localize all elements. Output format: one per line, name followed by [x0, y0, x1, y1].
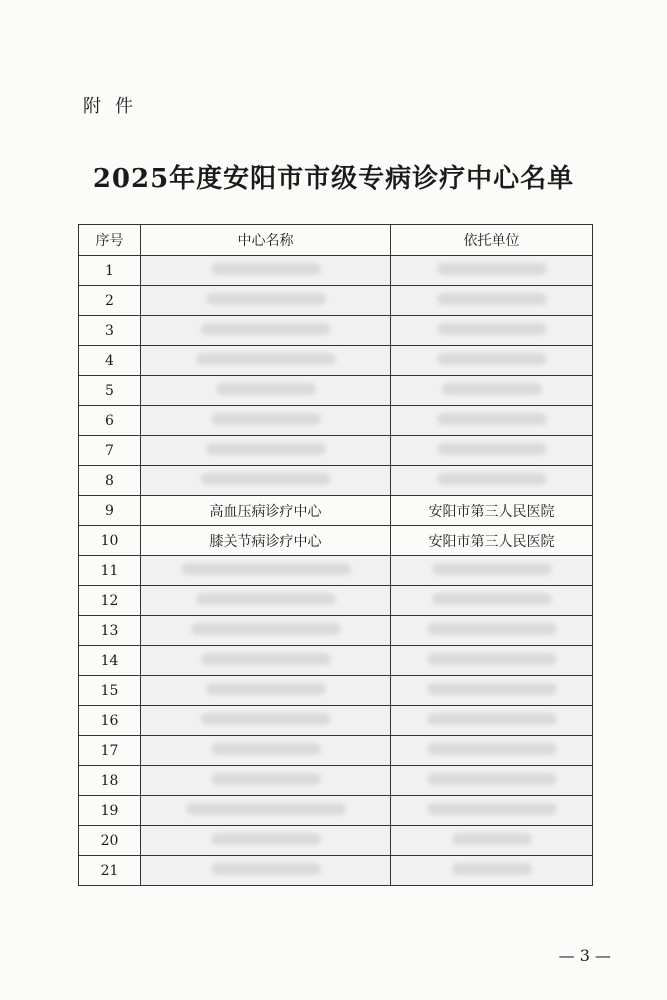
redacted-text: [201, 473, 331, 485]
center-name-cell: [141, 706, 391, 736]
row-number: 12: [79, 586, 141, 616]
redacted-text: [432, 563, 552, 575]
row-number: 8: [79, 466, 141, 496]
redacted-text: [437, 473, 547, 485]
table-row: [79, 586, 593, 616]
redacted-text: [427, 653, 557, 665]
center-name-cell: [141, 676, 391, 706]
table-row: [79, 796, 593, 826]
redacted-text: [201, 323, 331, 335]
host-unit-cell: [391, 436, 593, 466]
row-number: 13: [79, 616, 141, 646]
row-number: 10: [79, 526, 141, 556]
center-name-cell: [141, 586, 391, 616]
row-number: 20: [79, 826, 141, 856]
row-number: 21: [79, 856, 141, 886]
row-number: 9: [79, 496, 141, 526]
redacted-text: [211, 773, 321, 785]
host-unit-cell: [391, 346, 593, 376]
redacted-text: [437, 323, 547, 335]
redacted-text: [437, 293, 547, 305]
redacted-text: [216, 383, 316, 395]
host-unit-cell: [391, 766, 593, 796]
row-number: 14: [79, 646, 141, 676]
redacted-text: [427, 683, 557, 695]
redacted-text: [437, 353, 547, 365]
center-name-cell: [141, 796, 391, 826]
redacted-text: [206, 683, 326, 695]
table-row: [79, 256, 593, 286]
table-row: [79, 856, 593, 886]
center-name-cell: [141, 616, 391, 646]
table-row: [79, 646, 593, 676]
center-name-cell: [141, 286, 391, 316]
table-row: [79, 496, 593, 526]
host-unit-cell: [391, 316, 593, 346]
center-name-cell: [141, 646, 391, 676]
center-name-cell: [141, 826, 391, 856]
host-unit-cell: [391, 646, 593, 676]
table-row: [79, 526, 593, 556]
redacted-text: [211, 263, 321, 275]
row-number: 1: [79, 256, 141, 286]
table-row: [79, 766, 593, 796]
host-unit-cell: [391, 406, 593, 436]
redacted-text: [186, 803, 346, 815]
redacted-text: [191, 623, 341, 635]
redacted-text: [452, 863, 532, 875]
row-number: 11: [79, 556, 141, 586]
redacted-text: [437, 443, 547, 455]
table-row: [79, 346, 593, 376]
row-number: 17: [79, 736, 141, 766]
redacted-text: [206, 293, 326, 305]
host-unit-cell: [391, 466, 593, 496]
center-name-cell: [141, 376, 391, 406]
row-number: 5: [79, 376, 141, 406]
host-unit-cell: 安阳市第三人民医院: [391, 526, 593, 556]
redacted-text: [427, 623, 557, 635]
row-number: 16: [79, 706, 141, 736]
redacted-text: [211, 413, 321, 425]
redacted-text: [427, 773, 557, 785]
redacted-text: [196, 353, 336, 365]
table-row: [79, 826, 593, 856]
row-number: 3: [79, 316, 141, 346]
center-list-table: [78, 224, 593, 886]
table-row: [79, 316, 593, 346]
center-name-cell: [141, 406, 391, 436]
redacted-text: [437, 413, 547, 425]
redacted-text: [211, 743, 321, 755]
host-unit-cell: [391, 586, 593, 616]
table-row: [79, 676, 593, 706]
table-row: [79, 376, 593, 406]
host-unit-cell: [391, 256, 593, 286]
host-unit-cell: [391, 856, 593, 886]
table-row: [79, 616, 593, 646]
redacted-text: [201, 713, 331, 725]
attachment-label: 附件: [83, 96, 147, 117]
host-unit-cell: [391, 286, 593, 316]
center-name-cell: [141, 736, 391, 766]
table-row: [79, 436, 593, 466]
redacted-text: [206, 443, 326, 455]
redacted-text: [442, 383, 542, 395]
redacted-text: [201, 653, 331, 665]
table-row: [79, 556, 593, 586]
redacted-text: [427, 743, 557, 755]
table-row: [79, 466, 593, 496]
redacted-text: [211, 833, 321, 845]
center-name-cell: [141, 346, 391, 376]
host-unit-cell: [391, 736, 593, 766]
redacted-text: [211, 863, 321, 875]
host-unit-cell: [391, 706, 593, 736]
redacted-text: [196, 593, 336, 605]
row-number: 15: [79, 676, 141, 706]
host-unit-cell: [391, 556, 593, 586]
row-number: 7: [79, 436, 141, 466]
center-name-cell: [141, 556, 391, 586]
page-title: 2025年度安阳市市级专病诊疗中心名单: [92, 164, 575, 194]
redacted-text: [427, 713, 557, 725]
host-unit-cell: [391, 676, 593, 706]
host-unit-cell: [391, 616, 593, 646]
host-unit-cell: 安阳市第三人民医院: [391, 496, 593, 526]
center-name-cell: [141, 316, 391, 346]
host-unit-cell: [391, 796, 593, 826]
column-header-host-unit: 依托单位: [391, 225, 593, 256]
table-body: [79, 256, 593, 886]
row-number: 19: [79, 796, 141, 826]
table-header-row: [79, 225, 593, 256]
center-name-cell: 膝关节病诊疗中心: [141, 526, 391, 556]
redacted-text: [427, 803, 557, 815]
redacted-text: [437, 263, 547, 275]
row-number: 4: [79, 346, 141, 376]
center-name-cell: [141, 256, 391, 286]
row-number: 2: [79, 286, 141, 316]
page-number: — 3 —: [558, 946, 611, 965]
redacted-text: [452, 833, 532, 845]
row-number: 6: [79, 406, 141, 436]
center-name-cell: [141, 436, 391, 466]
host-unit-cell: [391, 826, 593, 856]
redacted-text: [432, 593, 552, 605]
center-name-cell: 高血压病诊疗中心: [141, 496, 391, 526]
column-header-number: 序号: [79, 225, 141, 256]
redacted-text: [181, 563, 351, 575]
table-row: [79, 406, 593, 436]
center-name-cell: [141, 856, 391, 886]
row-number: 18: [79, 766, 141, 796]
column-header-center-name: 中心名称: [141, 225, 391, 256]
center-name-cell: [141, 466, 391, 496]
center-name-cell: [141, 766, 391, 796]
host-unit-cell: [391, 376, 593, 406]
table-row: [79, 736, 593, 766]
table-row: [79, 706, 593, 736]
table-row: [79, 286, 593, 316]
